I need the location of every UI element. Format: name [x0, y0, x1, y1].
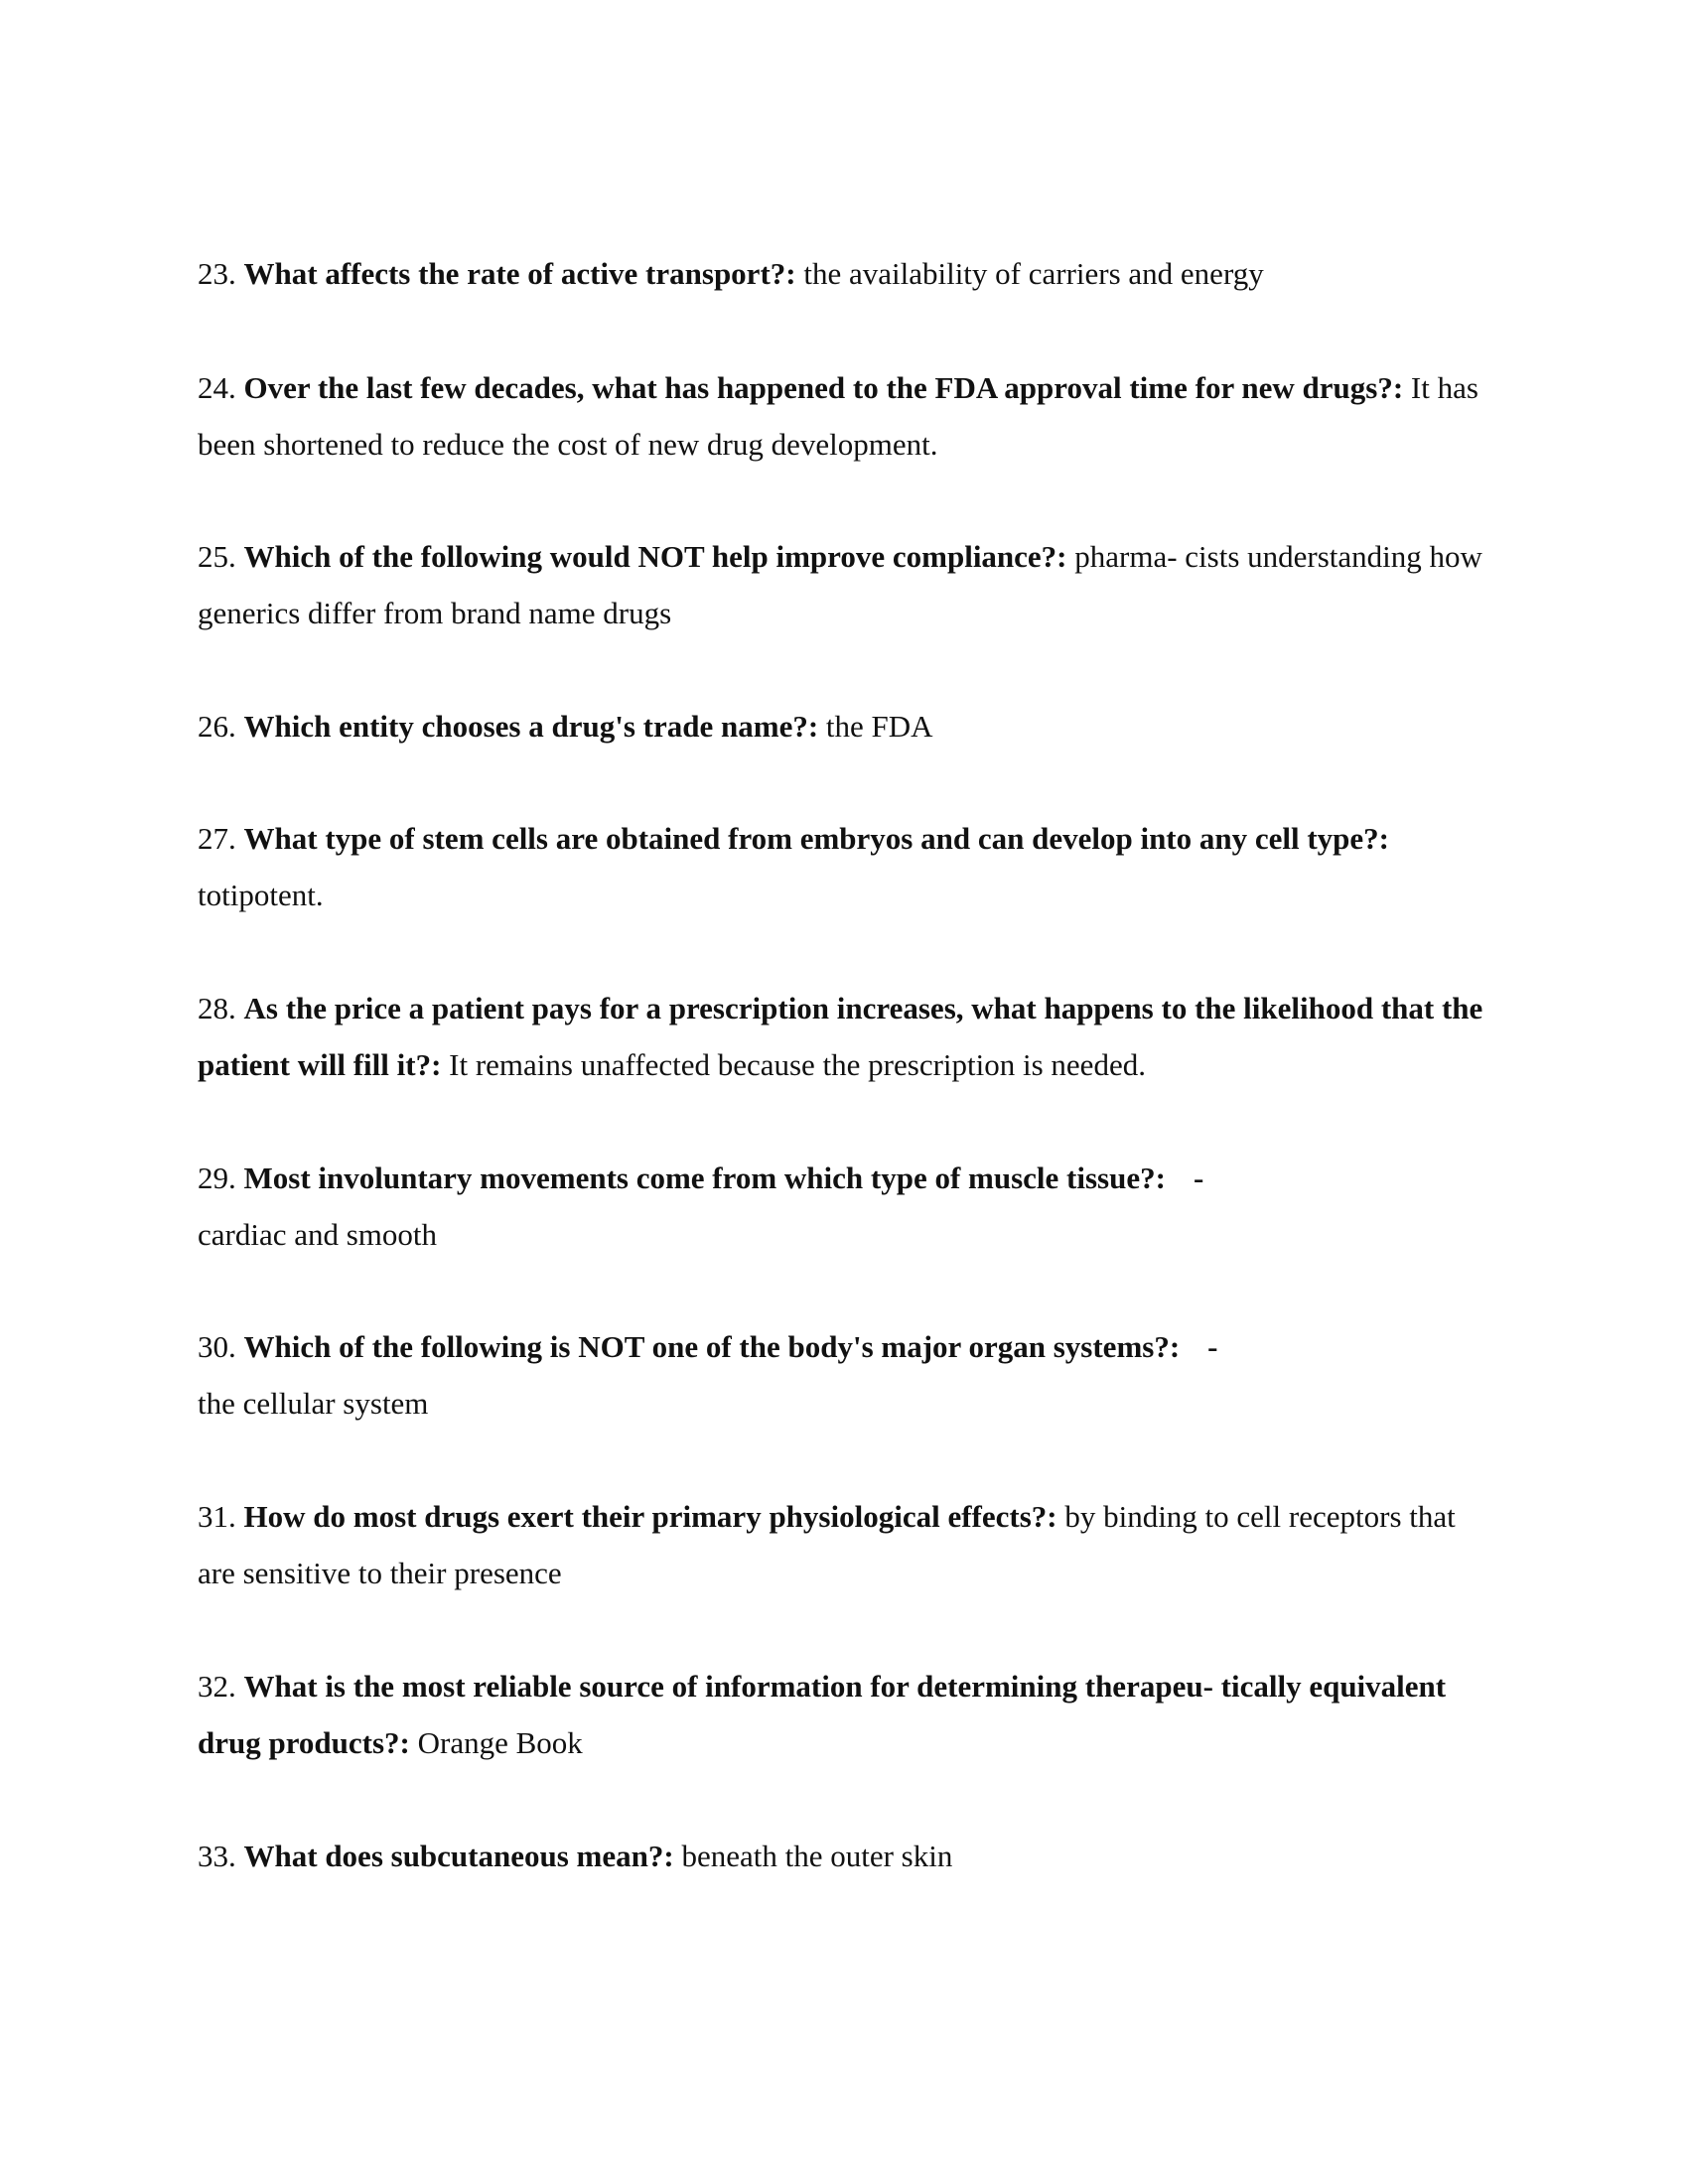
question-text: Over the last few decades, what has happened to the FDA approval time for new drugs?: [243, 370, 1404, 405]
question-text: Which entity chooses a drug's trade name?: [243, 709, 819, 744]
item-number: 25. [198, 539, 236, 574]
item-number: 28. [198, 991, 236, 1025]
answer-text: the cellular system [198, 1386, 429, 1421]
question-text: What type of stem cells are obtained from embryos and can develop into any cell type?: [243, 821, 1390, 856]
item-number: 27. [198, 821, 236, 856]
answer-text: the FDA [825, 709, 933, 744]
item-number: 29. [198, 1160, 236, 1195]
question-text: Which of the following is NOT one of the body's major organ systems?: [243, 1329, 1181, 1364]
qa-item-29 [198, 1150, 1498, 1263]
qa-item-26 [198, 698, 1498, 754]
qa-item-25 [198, 528, 1498, 641]
answer-text: beneath the outer skin [681, 1839, 953, 1873]
item-number: 33. [198, 1839, 236, 1873]
answer-text: by binding to cell receptors that are sensitive to their presence [198, 1499, 1456, 1590]
question-text: As the price a patient pays for a prescription increases, what happens to the likelihood that the patient will fill it?: [198, 991, 1483, 1082]
item-number: 30. [198, 1329, 236, 1364]
answer-text: It remains unaffected because the prescription is needed. [449, 1047, 1146, 1082]
qa-item-32 [198, 1658, 1498, 1771]
answer-text: the availability of carriers and energy [803, 256, 1264, 291]
separator-dash: - [1193, 1160, 1204, 1195]
question-text: What affects the rate of active transport?: [243, 256, 796, 291]
question-text: What is the most reliable source of information for determining therapeu- tically equivalent drug products?: [198, 1669, 1447, 1760]
answer-text: pharma- cists understanding how generics differ from brand name drugs [198, 539, 1482, 630]
answer-text: cardiac and smooth [198, 1217, 438, 1252]
item-number: 31. [198, 1499, 236, 1534]
question-text: How do most drugs exert their primary physiological effects?: [243, 1499, 1057, 1534]
qa-item-23 [198, 245, 1498, 302]
qa-item-28 [198, 980, 1498, 1093]
qa-item-33 [198, 1828, 1498, 1884]
qa-item-27 [198, 810, 1498, 923]
question-text: What does subcutaneous mean?: [243, 1839, 674, 1873]
item-number: 24. [198, 370, 236, 405]
question-text: Which of the following would NOT help improve compliance?: [243, 539, 1067, 574]
item-number: 26. [198, 709, 236, 744]
answer-text: Orange Book [417, 1725, 583, 1760]
qa-item-30 [198, 1318, 1498, 1432]
question-text: Most involuntary movements come from which type of muscle tissue?: [243, 1160, 1166, 1195]
separator-dash: - [1207, 1329, 1218, 1364]
answer-text: It has been shortened to reduce the cost of new drug development. [198, 370, 1478, 462]
answer-text: totipotent. [198, 878, 324, 912]
item-number: 32. [198, 1669, 236, 1704]
qa-item-24 [198, 359, 1498, 473]
qa-item-31 [198, 1488, 1498, 1601]
item-number: 23. [198, 256, 236, 291]
